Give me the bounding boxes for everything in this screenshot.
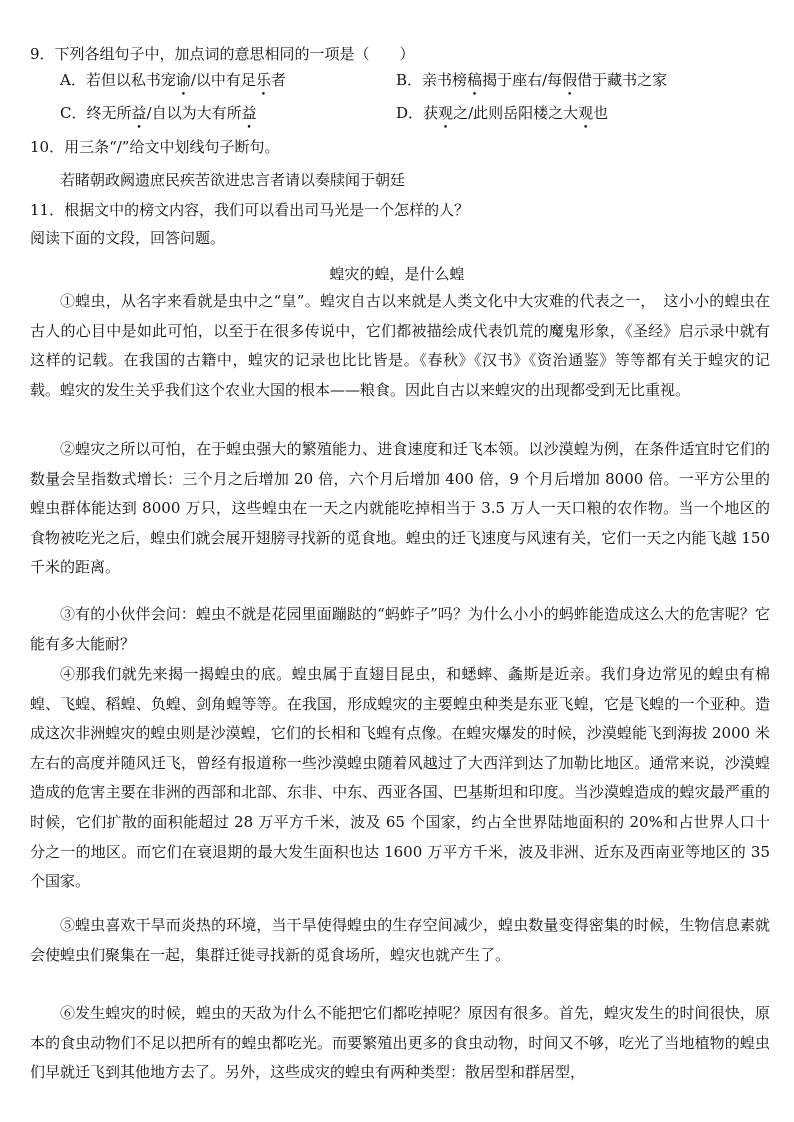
article-title: 蝗灾的蝗，是什么蝗 (329, 265, 465, 283)
q9-option-d (396, 103, 608, 123)
option-b-dotted-word-1: 稿 (467, 71, 483, 89)
article-paragraph-1: ①蝗虫，从名字来看就是虫中之“皇”。蝗灾自古以来就是人类文化中大灾难的代表之一， 这小小的蝗虫在古人的心目中是如此可怕，以至于在很多传说中，它们都被描绘成代表饥荒的魔鬼形象，《圣经》启示录中就有这样的记载。在我国的古籍中，蝗灾的记录也比比皆是。《春秋》《汉书》《资治通鉴》等等都有关于蝗灾的记载。蝗灾的发生关乎我们这个农业大国的根本——粮食。因此自古以来蝗灾的出现都受到无比重视。 (30, 292, 770, 399)
option-b-dotted-word-2: 假 (562, 71, 578, 89)
q10-stem: 10．用三条“/”给文中划线句子断句。 (30, 138, 280, 156)
option-c-text-2: /自以为大有所 (146, 104, 242, 122)
option-d-text-2: 之/此则岳阳楼之大 (453, 104, 579, 122)
article-paragraph-5: ⑤蝗虫喜欢干旱而炎热的环境，当干旱使得蝗虫的生存空间减少，蝗虫数量变得密集的时候，生物信息素就会使蝗虫们聚集在一起，集群迁徙寻找新的觅食场所，蝗灾也就产生了。 (30, 916, 770, 964)
option-a-dotted-word-1: 谕 (175, 71, 191, 89)
option-c-text-1: 终无所 (86, 104, 132, 122)
option-c-dotted-word-2: 益 (241, 104, 257, 122)
article-paragraph-6: ⑥发生蝗灾的时候，蝗虫的天敌为什么不能把它们都吃掉呢？原因有很多。首先，蝗灾发生的时间很快，原本的食虫动物们不足以把所有的蝗虫都吃光。而要繁殖出更多的食虫动物，时间又不够，吃光了当地植物的蝗虫们早就迁飞到其他地方去了。另外，这些成灾的蝗虫有两种类型：散居型和群居型， (30, 1004, 770, 1082)
q9-stem: 9．下列各组句子中，加点词的意思相同的一项是（ ） (30, 45, 415, 63)
q9-option-b (396, 70, 667, 90)
option-a-label: A． (60, 71, 86, 89)
option-b-label: B． (396, 71, 423, 89)
q10-sentence: 若睹朝政阙遗庶民疾苦欲进忠言者请以奏牍闻于朝廷 (60, 171, 406, 189)
article-paragraph-4: ④那我们就先来揭一揭蝗虫的底。蝗虫属于直翅目昆虫，和蟋蟀、螽斯是近亲。我们身边常见的蝗虫有棉蝗、飞蝗、稻蝗、负蝗、剑角蝗等等。在我国，形成蝗灾的主要蝗虫种类是东亚飞蝗，它是飞蝗的一个亚种。造成这次非洲蝗灾的蝗虫则是沙漠蝗，它们的长相和飞蝗有点像。在蝗灾爆发的时候，沙漠蝗能飞到海拔 2000 米左右的高度并随风迁飞，曾经有报道称一些沙漠蝗虫随着风越过了大西洋到达了加勒比地区。通常来说，沙漠蝗造成的危害主要在非洲的西部和北部、东非、中东、西亚各国、巴基斯坦和印度。当沙漠蝗造成的蝗灾最严重的时候，它们扩散的面积能超过 28 万平方千米，波及 65 个国家，约占全世界陆地面积的 20%和占世界人口十分之一的地区。而它们在衰退期的最大发生面积也达 1600 万平方千米，波及非洲、近东及西南亚等地区的 35 个国家。 (30, 665, 770, 891)
option-c-label: C． (60, 104, 87, 122)
option-a-text-2: /以中有足 (190, 71, 256, 89)
option-b-text-2: 揭于座右/每 (482, 71, 563, 89)
option-d-dotted-word-1: 观 (438, 104, 454, 122)
option-a-text-3: 者 (270, 71, 286, 89)
reading-instruction: 阅读下面的文段，回答问题。 (30, 229, 226, 247)
q9-option-a (60, 70, 286, 90)
q11-stem: 11．根据文中的榜文内容，我们可以看出司马光是一个怎样的人？ (30, 201, 470, 219)
option-b-text-1: 亲书榜 (422, 71, 468, 89)
q9-option-c (60, 103, 257, 123)
option-c-dotted-word-1: 益 (131, 104, 147, 122)
option-a-dotted-word-2: 乐 (255, 71, 271, 89)
option-d-label: D． (396, 104, 424, 122)
option-d-dotted-word-2: 观 (578, 104, 594, 122)
option-d-text-1: 获 (423, 104, 439, 122)
article-paragraph-2: ②蝗灾之所以可怕，在于蝗虫强大的繁殖能力、进食速度和迁飞本领。以沙漠蝗为例，在条件适宜时它们的数量会呈指数式增长：三个月之后增加 20 倍，六个月后增加 400 倍，9 个月后增加 8000 倍。一平方公里的蝗虫群体能达到 8000 万只，这些蝗虫在一天之内就能吃掉相当于 3.5 万人一天口粮的农作物。当一个地区的食物被吃光之后，蝗虫们就会展开翅膀寻找新的觅食地。蝗虫的迁飞速度与风速有关，它们一天之内能飞越 150 千米的距离。 (30, 440, 770, 577)
option-d-text-3: 也 (593, 104, 609, 122)
option-a-text-1: 若但以私书宠 (85, 71, 176, 89)
article-paragraph-3: ③有的小伙伴会问：蝗虫不就是花园里面蹦跶的“蚂蚱子”吗？为什么小小的蚂蚱能造成这么大的危害呢？它能有多大能耐？ (30, 605, 770, 653)
option-b-text-3: 借于藏书之家 (577, 71, 668, 89)
